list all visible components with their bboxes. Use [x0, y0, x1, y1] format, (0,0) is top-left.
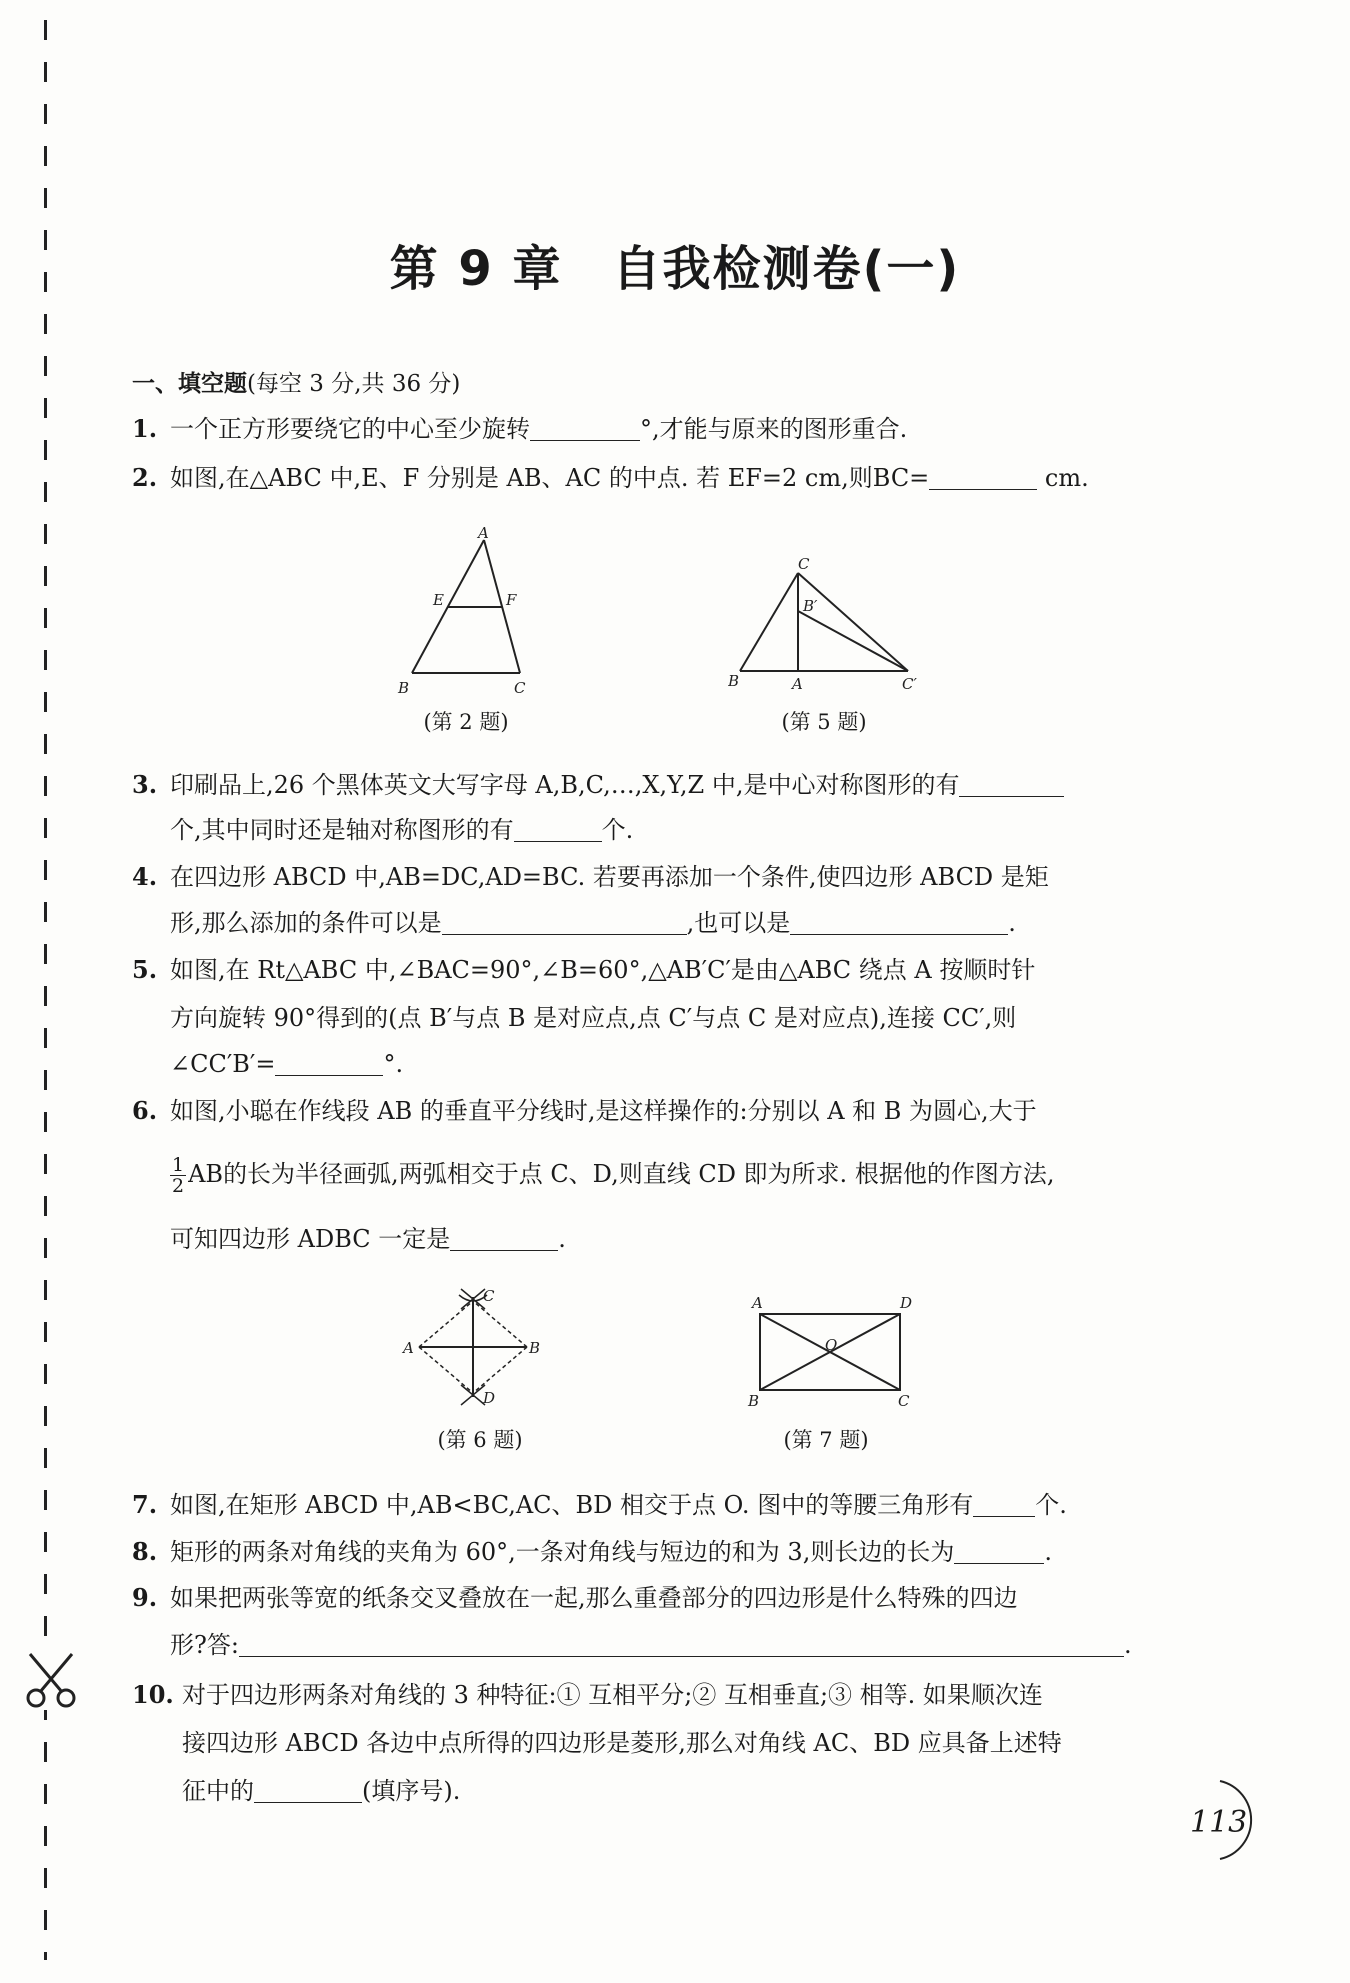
fig5-caption: (第 5 题) — [781, 710, 867, 734]
page-number: 113 — [1190, 1805, 1248, 1840]
scissors-icon — [22, 1650, 80, 1710]
answer-blank[interactable] — [959, 774, 1064, 797]
page-title — [0, 230, 1350, 299]
question-4: 4. 在四边形 ABCD 中,AB=DC,AD=BC. 若要再添加一个条件,使四边形 ABCD 是矩 — [132, 862, 1049, 891]
question-7: 7. 如图,在矩形 ABCD 中,AB<BC,AC、BD 相交于点 O. 图中的等腰三角形有 个. — [132, 1490, 1067, 1519]
answer-blank[interactable] — [929, 467, 1037, 490]
fig6-label-b: B — [529, 1339, 541, 1357]
fig6-caption: (第 6 题) — [437, 1428, 523, 1452]
question-9: 9. 如果把两张等宽的纸条交叉叠放在一起,那么重叠部分的四边形是什么特殊的四边 — [132, 1583, 1018, 1612]
question-3-cont: 个,其中同时还是轴对称图形的有 个. — [170, 816, 634, 844]
fig7-label-c: C — [898, 1392, 910, 1410]
answer-blank[interactable] — [450, 1228, 558, 1251]
question-10-cont2: 征中的 (填序号). — [182, 1777, 461, 1805]
fig6-label-d: D — [483, 1389, 496, 1407]
question-4-cont: 形,那么添加的条件可以是 ,也可以是 . — [170, 909, 1016, 937]
question-6-cont: $\frac{1}{2}$ AB的长为半径画弧,两弧相交于点 C、D,则直线 CD 即为所求. 根据他的作图方法, — [172, 1154, 1055, 1197]
question-10-cont: 接四边形 ABCD 各边中点所得的四边形是菱形,那么对角线 AC、BD 应具备上述特 — [182, 1729, 1062, 1757]
fig7-label-b: B — [748, 1392, 760, 1410]
answer-blank[interactable] — [239, 1634, 1124, 1657]
question-5-cont: 方向旋转 90°得到的(点 B′与点 B 是对应点,点 C′与点 C 是对应点),连接 CC′,则 — [170, 1004, 1017, 1032]
section-heading — [132, 365, 460, 398]
fraction-one-half: $\frac{1}{2}$ — [172, 1154, 185, 1197]
answer-blank[interactable] — [275, 1053, 383, 1076]
figure-2 — [390, 525, 540, 700]
answer-blank[interactable] — [530, 418, 640, 441]
answer-blank[interactable] — [954, 1541, 1044, 1564]
chapter-label: 第 9 章 — [389, 241, 563, 297]
fig5-label-a: A — [792, 675, 803, 693]
test-name: 自我检测卷(一) — [612, 241, 961, 297]
figure-6 — [395, 1285, 565, 1415]
page-number-badge — [1180, 1775, 1270, 1865]
fig2-label-a: A — [478, 525, 489, 542]
fig5-label-c-prime: C′ — [902, 675, 917, 693]
section-note: (每空 3 分,共 36 分) — [247, 371, 461, 397]
fig7-caption: (第 7 题) — [783, 1428, 869, 1452]
answer-blank[interactable] — [254, 1780, 362, 1803]
fig2-label-f: F — [506, 591, 517, 609]
fig5-label-b: B — [728, 672, 740, 690]
fig5-label-c: C — [798, 555, 810, 573]
fig6-label-a: A — [403, 1339, 414, 1357]
question-8: 8. 矩形的两条对角线的夹角为 60°,一条对角线与短边的和为 3,则长边的长为 . — [132, 1537, 1052, 1566]
fig7-label-o: O — [825, 1336, 838, 1354]
fig2-label-b: B — [398, 679, 410, 697]
question-2: 2. 如图,在△ABC 中,E、F 分别是 AB、AC 的中点. 若 EF=2 cm,则BC= cm. — [132, 463, 1089, 492]
question-5-cont2: ∠CC′B′= °. — [170, 1050, 404, 1078]
fig6-label-c: C — [483, 1287, 495, 1305]
answer-blank[interactable] — [973, 1494, 1035, 1517]
section-title: 一、填空题 — [132, 371, 247, 397]
question-10: 10. 对于四边形两条对角线的 3 种特征:① 互相平分;② 互相垂直;③ 相等. 如果顺次连 — [132, 1680, 1043, 1709]
fig7-label-d: D — [900, 1294, 913, 1312]
fig2-caption: (第 2 题) — [423, 710, 509, 734]
answer-blank[interactable] — [790, 912, 1008, 935]
question-3: 3. 印刷品上,26 个黑体英文大写字母 A,B,C,…,X,Y,Z 中,是中心对称图形的有 — [132, 770, 1064, 800]
question-1: 1. 一个正方形要绕它的中心至少旋转 °,才能与原来的图形重合. — [132, 414, 908, 443]
question-6-cont2: 可知四边形 ADBC 一定是 . — [170, 1225, 566, 1253]
question-6: 6. 如图,小聪在作线段 AB 的垂直平分线时,是这样操作的:分别以 A 和 B 为圆心,大于 — [132, 1096, 1037, 1125]
fig7-label-a: A — [752, 1294, 763, 1312]
figure-7 — [740, 1290, 930, 1415]
answer-blank[interactable] — [442, 912, 687, 935]
figure-5 — [728, 555, 928, 700]
answer-blank[interactable] — [514, 819, 602, 842]
fig5-label-b-prime: B′ — [803, 597, 818, 615]
fig2-label-c: C — [514, 679, 526, 697]
fig2-label-e: E — [433, 591, 444, 609]
question-5: 5. 如图,在 Rt△ABC 中,∠BAC=90°,∠B=60°,△AB′C′是由△ABC 绕点 A 按顺时针 — [132, 955, 1036, 984]
question-9-cont: 形?答: . — [170, 1631, 1132, 1659]
